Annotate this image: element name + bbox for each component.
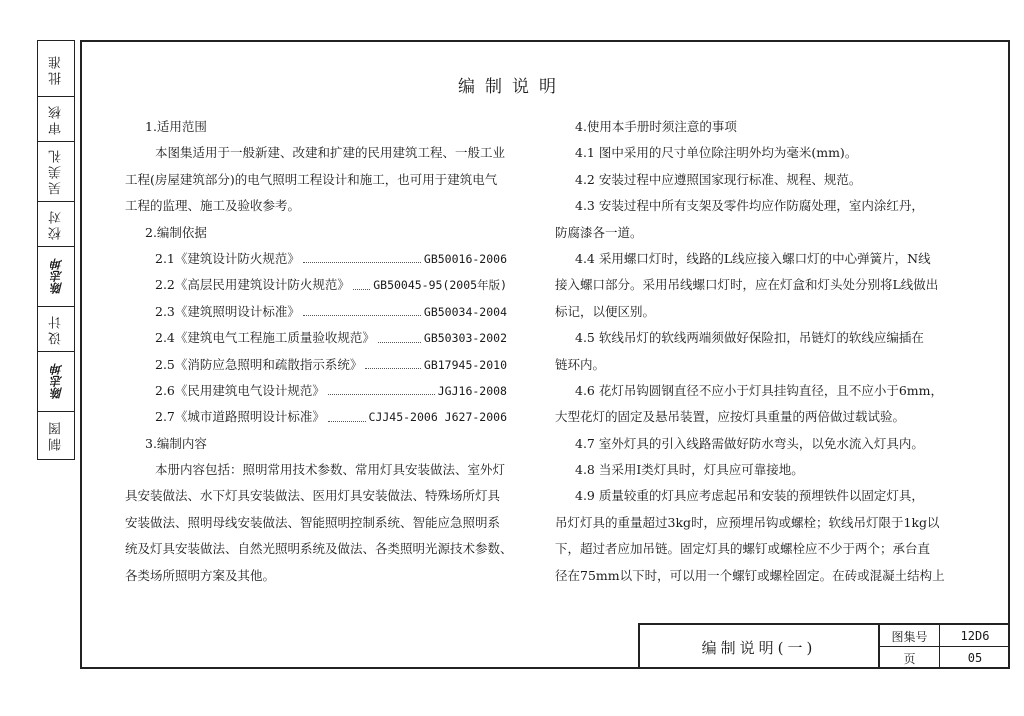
section-heading: 2.编制依据: [145, 224, 207, 240]
reference-code: GB50045-95(2005年版): [373, 278, 507, 293]
reference-name: 2.1《建筑设计防火规范》: [155, 250, 300, 266]
strip-cell-check: [38, 201, 74, 247]
reference-name: 2.6《民用建筑电气设计规范》: [155, 382, 325, 398]
strip-cell-design: [38, 306, 74, 352]
paragraph-line: 4.2 安装过程中应遵照国家现行标准、规程、规范。: [575, 171, 862, 187]
paragraph-line: 4.1 图中采用的尺寸单位除注明外均为毫米(mm)。: [575, 145, 858, 161]
reference-code: GB17945-2010: [423, 357, 507, 372]
reference-code: GB50034-2004: [423, 304, 507, 319]
reference-item: [125, 272, 515, 298]
strip-label: 校对: [48, 207, 64, 240]
paragraph-line: 4.6 花灯吊钩圆钢直径不应小于灯具挂钩直径，且不应小于6mm，: [575, 382, 944, 398]
right-column: [555, 114, 945, 589]
paragraph-line: 工程的监理、施工及验收参考。: [125, 198, 301, 214]
strip-label: 吴美礼: [48, 147, 64, 195]
strip-label: 设计: [48, 312, 64, 345]
title-block: [638, 623, 1010, 669]
leader-dots: [365, 352, 421, 369]
paragraph-line: 防腐漆各一道。: [555, 224, 643, 240]
paragraph-line: 径在75mm以下时，可以用一个螺钉或螺栓固定。在砖或混凝土结构上: [555, 567, 945, 583]
reference-item: [125, 404, 515, 430]
paragraph-line: 4.3 安装过程中所有支架及零件均应作防腐处理，室内涂红丹，: [575, 198, 924, 214]
atlas-number-value: 12D6: [960, 629, 990, 643]
paragraph-line: 标记，以便区别。: [555, 303, 656, 319]
paragraph-line: 安装做法、照明母线安装做法、智能照明控制系统、智能应急照明系: [125, 514, 501, 530]
reference-code: GB50303-2002: [423, 331, 507, 346]
page-number-value: 05: [967, 651, 983, 665]
sheet-name: 编制说明(一): [640, 625, 880, 669]
strip-cell-reviewer-name: [38, 141, 74, 202]
strip-label: 陈志坤: [49, 258, 64, 294]
leader-dots: [303, 246, 421, 263]
page-label: 页: [880, 647, 940, 669]
paragraph-line: 吊灯灯具的重量超过3kg时，应预埋吊钩或螺栓；软线吊灯限于1kg以: [555, 514, 940, 530]
reference-name: 2.3《建筑照明设计标准》: [155, 303, 300, 319]
paragraph-line: 大型花灯的固定及悬吊装置，应按灯具重量的两倍做过载试验。: [555, 409, 906, 425]
strip-label: 制图: [48, 419, 64, 451]
reference-name: 2.7《城市道路照明设计标准》: [155, 409, 325, 425]
paragraph-line: 4.9 质量较重的灯具应考虑起吊和安装的预埋铁件以固定灯具，: [575, 488, 924, 504]
reference-item: [125, 352, 515, 378]
strip-cell-review: [38, 96, 74, 142]
paragraph-line: 接入螺口部分。采用吊线螺口灯时，应在灯盒和灯头处分别将L线做出: [555, 277, 939, 293]
reference-item: [125, 299, 515, 325]
paragraph-line: 4.4 采用螺口灯时，线路的L线应接入螺口灯的中心弹簧片，N线: [575, 250, 931, 266]
paragraph-line: 链环内。: [555, 356, 606, 372]
paragraph-line: 统及灯具安装做法、自然光照明系统及做法、各类照明光源技术参数、: [125, 541, 513, 557]
reference-item: [125, 246, 515, 272]
atlas-number-label: 图集号: [880, 625, 940, 647]
leader-dots: [328, 378, 435, 395]
strip-cell-draw: [38, 411, 74, 459]
section-heading: 4.使用本手册时须注意的事项: [575, 119, 737, 134]
paragraph-line: 具安装做法、水下灯具安装做法、医用灯具安装做法、特殊场所灯具: [125, 488, 501, 504]
strip-label: 陈志坤: [49, 363, 64, 399]
section-heading: 3.编制内容: [145, 435, 207, 451]
paragraph-line: 4.7 室外灯具的引入线路需做好防水弯头，以免水流入灯具内。: [575, 435, 924, 451]
signature-strip: [37, 40, 75, 460]
reference-name: 2.5《消防应急照明和疏散指示系统》: [155, 356, 363, 372]
section-heading: 1.适用范围: [145, 119, 207, 134]
leader-dots: [328, 404, 366, 421]
strip-label: 审核: [48, 102, 64, 135]
reference-code: CJJ45-2006 J627-2006: [368, 410, 507, 425]
strip-label: 批准: [48, 52, 64, 85]
reference-item: [125, 325, 515, 351]
left-column: [125, 114, 515, 589]
paragraph-line: 下，超过者应加吊链。固定灯具的螺钉或螺栓应不少于两个；承台直: [555, 541, 931, 557]
strip-cell-checker-name: [38, 246, 74, 307]
paragraph-line: 4.8 当采用Ⅰ类灯具时，灯具应可靠接地。: [575, 462, 804, 478]
leader-dots: [353, 272, 370, 289]
reference-code: JGJ16-2008: [437, 383, 507, 398]
paragraph-line: 4.5 软线吊灯的软线两端须做好保险扣，吊链灯的软线应编插在: [575, 330, 924, 346]
reference-code: GB50016-2006: [423, 251, 507, 266]
paragraph-line: 各类场所照明方案及其他。: [125, 567, 276, 583]
paragraph-line: 本图集适用于一般新建、改建和扩建的民用建筑工程、一般工业: [155, 145, 506, 161]
strip-cell-designer-name: [38, 351, 74, 412]
leader-dots: [303, 299, 421, 316]
page-title: 编制说明: [458, 77, 566, 97]
reference-item: [125, 378, 515, 404]
reference-name: 2.4《建筑电气工程施工质量验收规范》: [155, 330, 375, 346]
reference-name: 2.2《高层民用建筑设计防火规范》: [155, 277, 350, 293]
paragraph-line: 工程(房屋建筑部分)的电气照明工程设计和施工，也可用于建筑电气: [125, 171, 498, 187]
paragraph-line: 本册内容包括：照明常用技术参数、常用灯具安装做法、室外灯: [155, 462, 506, 478]
leader-dots: [378, 325, 421, 342]
